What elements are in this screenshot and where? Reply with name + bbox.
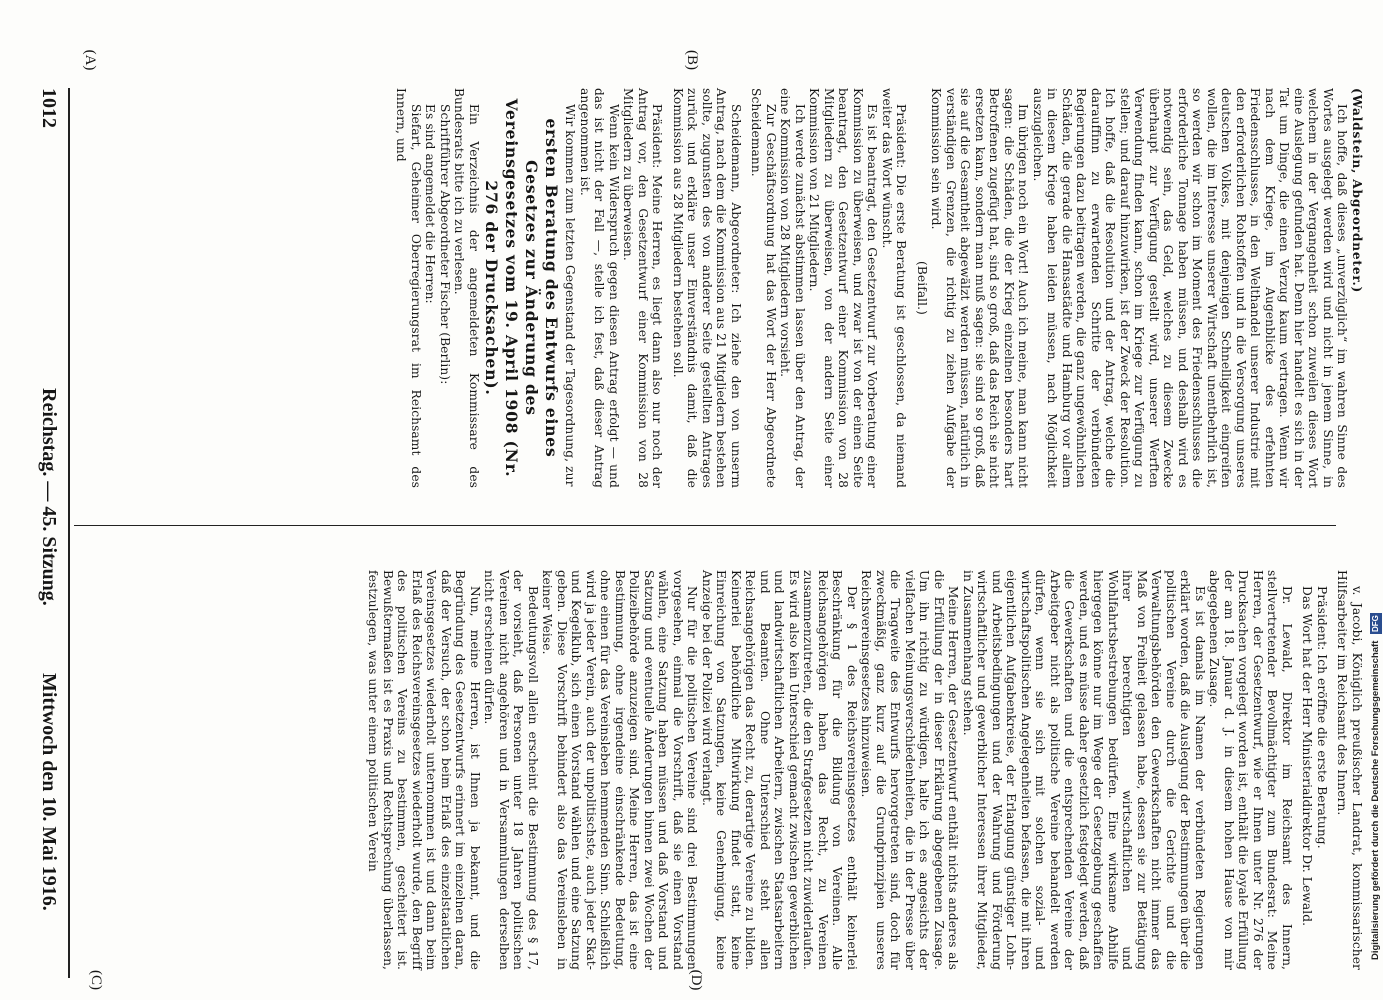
- paragraph: v. Jacobi, Königlich preußischer Landrat, kommissarischer Hilfsarbeiter im Reichsamt des Innern.: [1335, 570, 1364, 970]
- dfg-logo: DFG: [1371, 615, 1380, 632]
- paragraph: Es ist beantragt, den Gesetzentwurf zur Vorberatung einer Kommission zu überweisen, und zwar ist von der einen Seite beantragt, den Gesetzentwurf einer Kommission von 28 Mitgliedern zu überweisen, von der andern Seite einer Kommission von 21 Mitgliedern.: [807, 88, 880, 488]
- margin-marker-b: (B): [684, 50, 700, 70]
- president-remark: Präsident: Meine Herren, es liegt dann also nur noch der Antrag vor, den Gesetzentwurf einer Kommission von 28 Mitgliedern zu überweisen.: [621, 88, 665, 488]
- session-title: Reichstag. — 45. Sitzung.: [38, 388, 60, 606]
- paragraph: Nun, meine Herren, ist Ihnen ja bekannt, und die Begründung des Gesetzentwurfs erinnert im einzelnen daran, daß der Versuch, der schon beim Erlaß des einzelstaatlichen Vereinsgesetzes wiederholt unternommen ist und dann beim Erlaß des Reichsvereinsgesetzes wiederholt wurde, den Begriff des politischen Vereins zu bestimmen, gescheitert ist. Bewußtermaßen ist es Praxis und Rechtsprechung überlassen, festzulegen, was unter einem politischen Verein: [366, 570, 482, 970]
- paragraph: Ich werde zunächst abstimmen lassen über den Antrag, der eine Kommission von 28 Mitgliedern vorsieht.: [778, 88, 807, 488]
- running-header: [26, 88, 66, 978]
- margin-marker-a: (A): [82, 49, 98, 71]
- page-number: 1012: [38, 88, 60, 128]
- paragraph: Bedeutungsvoll allein erscheint die Bestimmung des § 17, der vorsieht, daß Personen unter 18 Jahren politischen Vereinen nicht angehören und in Versammlungen derselben nicht erscheinen dürfen.: [482, 570, 540, 970]
- paragraph: Das Wort hat der Herr Ministerialdirektor Dr. Lewald.: [1300, 586, 1315, 927]
- paragraph: Es ist damals im Namen der verbündeten Regierungen erklärt worden, daß die Auslegung der Bestimmungen über die politischen Vereine durch die Gerichte und die Verwaltungsbehörden den Gewerkschaften nicht immer das Maß von Freiheit gelassen habe, dessen sie zur Betätigung ihrer berechtigten wirtschaftlichen und Wohlfahrtsbestrebungen bedürfen. Eine wirksame Abhilfe hiergegen könne nur im Wege der Gesetzgebung geschaffen werden, und es müsse daher gesetzlich festgelegt werden, daß die Gewerkschaften und die entsprechenden Vereine der Arbeitgeber nicht als politische Vereine behandelt werden dürfen, wenn sie sich mit solchen sozial- und wirtschaftspolitischen Angelegenheiten befassen, die mit ihren eigentlichen Aufgabenkreise, der Erlangung günstiger Lohn- und Arbeitsbedingungen und der Wahrung und Förderung wirtschaftlicher und gewerblicher Interessen ihrer Mitglieder, in Zusammenhang stehen.: [961, 570, 1207, 970]
- speaker-continuation: (Waldstein, Abgeordneter.): [1350, 88, 1364, 294]
- paragraph: Schriftführer Abgeordneter Fischer (Berlin):: [438, 104, 452, 385]
- margin-marker-c: (C): [88, 970, 104, 990]
- paragraph: Wenn kein Widerspruch gegen diesen Antrag erfolgt — und das ist nicht der Fall —, stelle ich fest, daß dieser Antrag angenommen ist.: [578, 88, 621, 488]
- scheidemann-remark: Scheidemann, Abgeordneter: Ich ziehe den von unserm Antrag, nach dem die Kommission aus 21 Mitgliedern bestehen sollte, zugunsten des von anderer Seite gestellten Antrages zurück und erkläre unser Einverständnis damit, daß die Kommission aus 28 Mitgliedern bestehen soll.: [671, 88, 743, 488]
- lewald-remark: Dr. Lewald, Direktor im Reichsamt des Innern, stellvertretender Bevollmächtigter zum Bundesrat: Meine Herren, der Gesetzentwurf, wie er Ihnen unter Nr. 276 der Drucksachen vorgelegt worden ist, enthält die loyale Erfüllung der am 18. Januar d. J. in diesem hohen Hause von mir abgegebenen Zusage.: [1207, 570, 1294, 970]
- paragraph: Im übrigen noch ein Wort! Auch ich meine, man kann nicht sagen: die Schäden, die der Krieg einzelnen besonders hart Betroffenen zugefügt hat, sind so groß, daß das Reich sie nicht ersetzen kann, sondern man muß sagen: sie sind so groß, daß sie auf die Gesamtheit abgewälzt werden müssen, natürlich in verständigen Grenzen, die richtig zu ziehen Aufgabe der Kommission sein wird.: [929, 88, 1031, 488]
- credit-text: Digitalisierung gefördert durch die Deutsche Forschungsgemeinschaft: [1370, 640, 1381, 960]
- paragraph: Zur Geschäftsordnung hat das Wort der Herr Abgeordnete Scheidemann.: [749, 88, 778, 488]
- applause-note: (Beifall.): [915, 260, 929, 316]
- agenda-item-title: ersten Beratung des Entwurfs eines Gesetzes zur Änderung des Vereinsgesetzes vom 19. April 1908 (Nr. 276 der Drucksachen).: [482, 98, 561, 478]
- column-divider: [74, 525, 1336, 526]
- left-column: [394, 88, 1364, 488]
- paragraph: Es sind angemeldet die Herren:: [423, 104, 438, 304]
- paragraph: Der § 1 des Reichsvereinsgesetzes enthält keinerlei Beschränkung für die Bildung von Vereinen. Alle Reichsangehörigen haben das Recht, zu Vereinen zusammenzutreten, die den Strafgesetzen nicht zuwiderlaufen. Es wird also kein Unterschied gemacht zwischen gewerblichen und landwirtschaftlichen Arbeitern, zwischen Staatsarbeitern und Beamten. Ohne Unterschied steht allen Reichsangehörigen das Recht zu, derartige Vereine zu bilden. Keinerlei behördliche Mitwirkung findet statt, keine Einreichung von Satzungen, keine Genehmigung, keine Anzeige bei der Polizei wird verlangt.: [700, 570, 859, 970]
- paragraph: Nur für die politischen Vereine sind drei Bestimmungen vorgesehen, einmal die Vorschrift, daß sie einen Vorstand wählen, eine Satzung haben müssen und daß Vorstand und Satzung und eventuelle Änderungen binnen zwei Wochen der Polizeibehörde anzuzeigen sind. Meine Herren, das ist eine Bestimmung, ohne irgendeine einschränkende Bedeutung, ohne einen für das Vereinsleben hemmenden Sinn. Schließlich wird ja jeder Verein, auch der unpolitischste, auch jeder Skat- und Kegelklub, sich einen Vorstand wählen und eine Satzung geben. Diese Vorschrift behindert also das Vereinsleben in keiner Weise.: [540, 570, 700, 970]
- president-remark: Präsident: Die erste Beratung ist geschlossen, da niemand weiter das Wort wünscht.: [880, 88, 909, 488]
- paragraph: Ich hoffe, daß dieses „unverzüglich“ im wahren Sinne des Wortes ausgelegt werden wird und nicht in jenem Sinne, in welchem in der Vergangenheit schon zuweilen dieses Wort eine Auslegung gefunden hat. Denn hier handelt es sich in der Tat um Dinge, die einen Verzug kaum vertragen. Wenn wir nach dem Kriege, im Augenblicke des erfehnten Friedensschlusses, in den Welthandel unserer Industrie mit den erforderlichen Rohstoffen und in die Versorgung unseres deutschen Volkes, mit denjenigen Schnelligkeit eingreifen wollen, die im Interesse unserer Wirtschaft unentbehrlich ist, so werden wir schon im Moment des Friedensschlusses die erforderliche Tonnage haben müssen, und deshalb wird es notwendig sein, das Geld, welches zu diesem Zwecke überhaupt zur Verfügung gestellt wird, unserer Werften Verwendung finden kann, schon im Kriege zur Verfügung zu stellen; und darauf hinzuwirken, ist der Zweck der Resolution. Ich hoffe, daß die Resolution und der Antrag, welche die darauffinn zu erwartenden Schritte der verbündeten Regierungen dazu beitragen werden, die ganz ungewöhnlichen Schäden, die gerade die Hansastädte und Hamburg vor allem in diesem Kriege haben leiden müssen, nach Möglichkeit auszugleichen.: [1031, 88, 1350, 488]
- paragraph: Wir kommen zum letzten Gegenstand der Tagesordnung, zur: [563, 104, 578, 487]
- margin-marker-d: (D): [688, 969, 704, 991]
- paragraph: Siefart, Geheimer Oberregierungsrat im Reichsamt des Innern, und: [394, 88, 423, 488]
- president-remark: Präsident: Ich eröffne die erste Beratung.: [1315, 586, 1329, 849]
- right-column: [366, 570, 1364, 970]
- credit-text-line: [1370, 20, 1382, 960]
- digitization-credit: [1370, 20, 1382, 980]
- paragraph: Meine Herren, der Gesetzentwurf enthält nichts anderes als die Erfüllung der in dieser Erklärung abgegebenen Zusage. Um ihn richtig zu würdigen, halte ich es angesichts der vielfachen Meinungsverschiedenheiten, die in der Presse über die Tragweite des Entwurfs hervorgetreten sind, doch für zweckmäßig, ganz kurz auf die Grundprinzipien unseres Reichsvereinsgesetzes hinzuweisen.: [859, 570, 961, 970]
- paragraph: Ein Verzeichnis der angemeldeten Kommissare des Bundesrats bitte ich zu verlesen.: [452, 88, 481, 488]
- header-rule: [69, 88, 71, 978]
- session-date: Mittwoch den 10. Mai 1916.: [38, 673, 60, 911]
